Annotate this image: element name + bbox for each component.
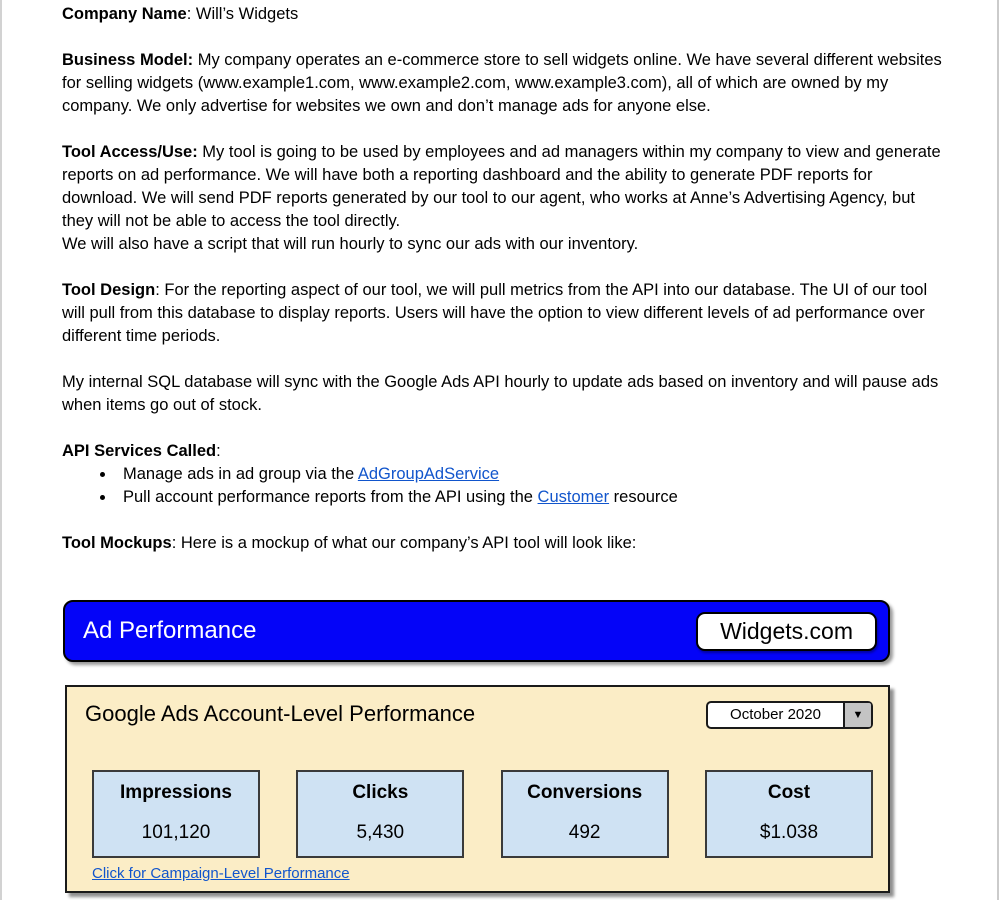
text-run: : (216, 442, 221, 460)
bullet-item (116, 463, 942, 486)
text-run: We will also have a script that will run hourly to sync our ads with our inventory. (62, 235, 639, 253)
metric-value: 5,430 (356, 822, 405, 843)
mockup-ad-performance-banner (63, 600, 890, 662)
paragraph (62, 233, 942, 256)
text-run: : Here is a mockup of what our company’s API tool will look like: (171, 534, 637, 552)
metric-value: 101,120 (141, 822, 211, 843)
text-run: : For the reporting aspect of our tool, we will pull metrics from the API into our database. The UI of our tool will pull from this database to display reports. Users will have the option to view different levels of ad performance over different time periods. (62, 281, 928, 345)
text-run: My tool is going to be used by employees and ad managers within my company to view and generate reports on ad performance. We will have both a reporting dashboard and the ability to generate PDF reports for download. We will send PDF reports generated by our tool to our agent, who works at Anne’s Advertising Agency, but they will not be able to access the tool directly. (62, 143, 941, 230)
chevron-down-icon: ▼ (852, 709, 864, 721)
metric-value: $1.038 (759, 822, 819, 843)
bullet-item (116, 486, 942, 509)
month-dropdown-value: October 2020 (730, 706, 821, 723)
bullet-list (62, 463, 942, 509)
text-run: My internal SQL database will sync with the Google Ads API hourly to update ads based on inventory and will pause ads when items go out of stock. (62, 373, 939, 414)
dropdown-arrow-button[interactable] (843, 703, 871, 727)
bold-label: Tool Mockups (62, 534, 172, 552)
metric-card-impressions (92, 770, 260, 858)
paragraph (62, 532, 942, 555)
paragraph (62, 279, 942, 348)
metric-card-clicks (296, 770, 464, 858)
paragraph (62, 3, 942, 26)
page-left-border (0, 0, 2, 900)
metric-label: Conversions (527, 782, 643, 803)
bold-label: Company Name (62, 5, 187, 23)
text-run: My company operates an e-commerce store to sell widgets online. We have several different websites for selling widgets (www.example1.com, www.example2.com, www.example3.com), all of which are owned by my company. We only advertise for websites we own and don’t manage ads for anyone else. (62, 51, 942, 115)
mockup-performance-panel (65, 685, 890, 893)
metric-value: 492 (568, 822, 601, 843)
paragraph (62, 141, 942, 233)
metric-card-cost (705, 770, 873, 858)
metric-label: Impressions (120, 782, 232, 803)
bold-label: Tool Access/Use: (62, 143, 198, 161)
paragraph (62, 49, 942, 118)
bold-label: Tool Design (62, 281, 156, 299)
metric-label: Cost (767, 782, 811, 803)
page-right-border (997, 0, 999, 900)
month-dropdown[interactable] (706, 701, 873, 729)
paragraph (62, 371, 942, 417)
text-run: Pull account performance reports from the API using the (123, 488, 538, 506)
campaign-level-link[interactable]: Click for Campaign-Level Performance (92, 865, 350, 882)
mockup-banner-title: Ad Performance (83, 617, 257, 644)
text-run: resource (609, 488, 678, 506)
customer-link[interactable]: Customer (537, 488, 610, 506)
bold-label: API Services Called (62, 442, 217, 460)
paragraph (62, 440, 942, 463)
bold-label: Business Model: (62, 51, 194, 69)
metric-card-conversions (501, 770, 669, 858)
panel-title: Google Ads Account-Level Performance (85, 701, 476, 726)
adgroupadservice-link[interactable]: AdGroupAdService (357, 465, 500, 483)
metric-cards-row (92, 770, 873, 858)
text-run: : Will’s Widgets (186, 5, 299, 23)
mockup-brand-button[interactable]: Widgets.com (696, 612, 877, 651)
text-run: Manage ads in ad group via the (123, 465, 358, 483)
metric-label: Clicks (352, 782, 409, 803)
